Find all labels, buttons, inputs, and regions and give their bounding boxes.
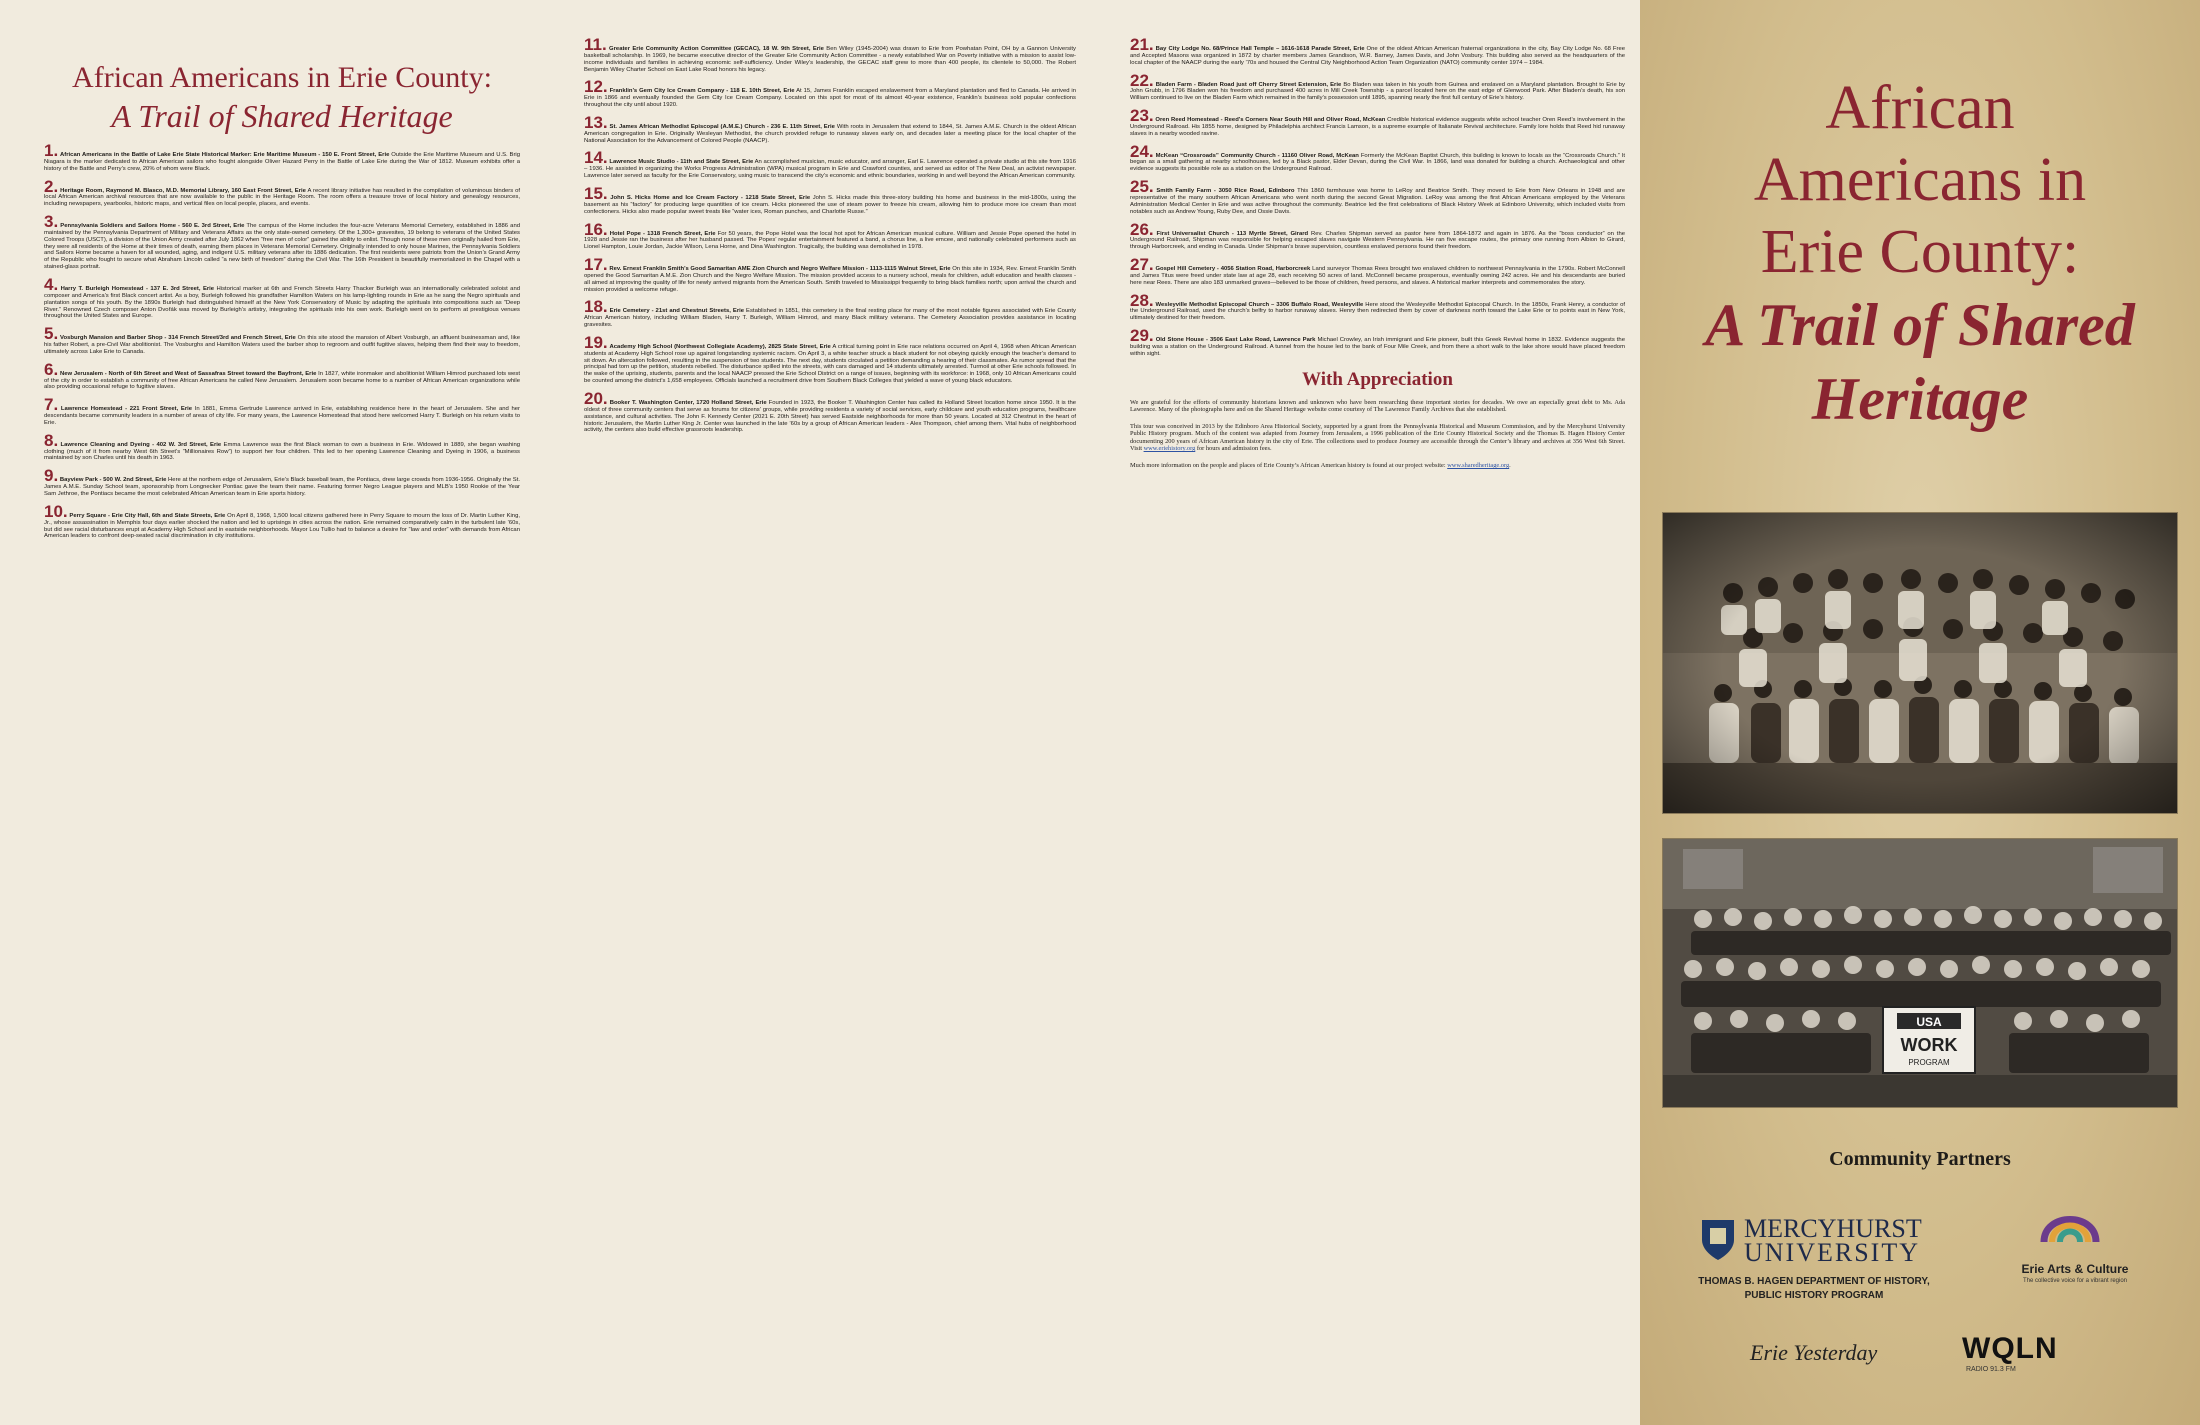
entry-number: 2. (44, 176, 59, 196)
trail-site-entry (584, 255, 1076, 293)
entry-body: Bo Bladen was taken in his youth from Guinea and enslaved on a Maryland plantation. Brought to Erie by John Grubb, in 1796 Bladen won his freedom and purchased 400 acres in Mill Creek Township - a parcel located here on the east edge of Glenwood Park. After Bladen’s death, his son William continued to live on the Bladen Farm which remained in the family’s possession until 1895, spanning nearly the first full century of Erie’s history. (1130, 81, 1625, 102)
entry-body: At 15, James Franklin escaped enslavement from a Maryland plantation and fled to Canada. He arrived in Erie in 1866 and eventually founded the Gem City Ice Cream Company. Located on this spot for most of its almost 40-year existence, Franklin’s business sold popular confections throughout the city until about 1920. (584, 88, 1077, 109)
entry-heading: Wesleyville Methodist Episcopal Church – 3306 Buffalo Road, Wesleyville (1155, 301, 1364, 308)
entry-heading: Bladen Farm - Bladen Road just off Cherry Street Extension, Erie (1155, 81, 1342, 88)
entry-heading: Harry T. Burleigh Homestead - 137 E. 3rd Street, Erie (60, 285, 215, 292)
entry-body: Emma Lawrence was the first Black woman to own a business in Erie. Widowed in 1889, she began washing clothing (much of it from nearby West 6th Street’s “Millionaires Row”) to support her four children. This led to her opening Lawrence Cleaning and Dyeing in 1906, a business maintained by son Charles until his death in 1963. (44, 441, 520, 462)
appreciation-paragraph-2 (1130, 423, 1625, 453)
trail-site-entry (1130, 326, 1625, 358)
entry-heading: Bayview Park - 500 W. 2nd Street, Erie (59, 477, 167, 484)
entry-body: Here stood the Wesleyville Methodist Episcopal Church. In the 1850s, Frank Henry, a conductor of the Underground Railroad, used the church’s belfry to harbor runaway slaves. Henry then redirected them by cover of darkness north toward the Lake Erie or to points east in New York, ultimately destined for their freedom. (1130, 301, 1625, 322)
entry-number: 15. (584, 183, 608, 203)
entry-body: Ben Wiley (1945-2004) was drawn to Erie from Powhatan Point, OH by a Gannon University basketball scholarship. In 1969, he became executive director of the Greater Erie Community Action Committee - a newly established War on Poverty initiative with a mission to assist low-income individuals and families in achieving economic self-sufficiency. Under Wiley’s leadership, the GECAC staff grew to more than 400 people, its clientele to 50,000. The Robert Benjamin Wiley Charter School on East Lake Road honors his legacy. (584, 46, 1076, 73)
trail-site-entry (44, 274, 520, 320)
trail-site-entry (1130, 255, 1625, 287)
entry-number: 21. (1130, 35, 1154, 54)
cover-title-line4: A Trail of Shared (1705, 292, 2135, 358)
entry-heading: John S. Hicks Home and Ice Cream Factory - 1218 State Street, Erie (610, 194, 811, 201)
entry-body: Formerly the McKean Baptist Church, this building is known to locals as the “Crossroads Church.” It began as a small gathering at nearby schoolhouses, led by a Black pastor, Elder Devan, during the Civil War. In 1866, land was donated for building a church. Archaeological and other evidence suggests its possible role as a station on the Underground Railroad. (1130, 152, 1625, 173)
trail-site-entry (44, 324, 520, 356)
trail-title-line2: A Trail of Shared Heritage (111, 98, 453, 134)
entry-number: 17. (584, 255, 608, 275)
historic-group-photo (1662, 512, 2178, 814)
trail-site-entry (584, 148, 1076, 180)
trail-site-entry (1130, 70, 1625, 103)
mercyhurst-logo (1698, 1210, 1930, 1320)
wqln-logo (1962, 1332, 2082, 1382)
sign-program-text: PROGRAM (1908, 1058, 1950, 1067)
appreciation-p3-end: . (1509, 461, 1511, 469)
entry-number: 18. (584, 297, 608, 317)
group-photo-illustration (1663, 513, 2178, 814)
entry-body: John S. Hicks made this three-story building his home and business in the mid-1800s, using the basement as his “factory” for producing large quantities of ice cream. Hicks pioneered the use of steam power to freeze his cream, allowing him to produce more ice cream than most confectioners. Hicks also made popular sweet treats like “water ices, Roman punches, and Charlotte Russe.” (584, 194, 1077, 215)
trail-site-entry (584, 219, 1076, 252)
entry-number: 12. (584, 77, 608, 97)
appreciation-paragraph-1: We are grateful for the efforts of community historians known and unknown who have been researching these important stories for decades. We owe an especially great debt to Ms. Ada Lawrence. Many of the photographs here and on the Shared Heritage website come courtesy of The Lawrence Family Archives that she established. (1130, 398, 1625, 414)
entry-number: 5. (44, 324, 59, 344)
trail-site-entry (44, 395, 521, 427)
entry-heading: Perry Square - Erie City Hall, 6th and State Streets, Erie (69, 512, 226, 519)
eriehistory-link[interactable]: www.eriehistory.org (1143, 445, 1196, 453)
entry-number: 6. (44, 359, 59, 379)
entry-heading: Heritage Room, Raymond M. Blasco, M.D. Memorial Library, 160 East Front Street, Erie (60, 187, 306, 194)
trail-site-entry (44, 141, 520, 173)
appreciation-title: With Appreciation (1302, 368, 1453, 390)
mercyhurst-dept-line1: THOMAS B. HAGEN DEPARTMENT OF HISTORY, (1698, 1276, 1930, 1287)
entry-body: The campus of the Home includes the four-acre Veterans Memorial Cemetery, established in 1886 and maintained by the Pennsylvania Department of Military and Veterans Affairs as the only state-owned cemetery. Of the 1,300+ gravesites, 19 belong to veterans of the United States Colored Troops (USCT), a division of the Union Army created after July 1862 when “free men of color” gained the ability to enlist. Though none of these men originally hailed from Erie, they were all residents of the Home at their times of death, earning them places in Veterans Memorial Cemetery. Originally intended to only house Marines, the Pennsylvania Soldiers and Sailors Home became a haven for all wounded, aging, and indigent U.S. military veterans after its 1886 dedication. The first residents were patriots from the Union’s Grand Army of the Republic who fought to secure what Abraham Lincoln called “a new birth of freedom” during the Civil War. The 16th President is beautifully memorialized in the Chapel with a stained-glass portrait. (44, 223, 520, 271)
erie-arts-tagline: The collective voice for a vibrant region (2022, 1278, 2128, 1284)
entry-heading: Oren Reed Homestead - Reed’s Corners Near South Hill and Oliver Road, McKean (1155, 117, 1386, 124)
entry-heading: Franklin’s Gem City Ice Cream Company - 118 E. 10th Street, Erie (609, 88, 795, 95)
entry-heading: Booker T. Washington Center, 1720 Holland Street, Erie (609, 400, 767, 406)
entry-number: 14. (584, 148, 608, 168)
entry-number: 20. (584, 389, 608, 408)
erie-arts-arc-icon (2040, 1192, 2100, 1248)
entry-body: A recent library initiative has resulted in the compilation of voluminous binders of local African American archival resources that are now available to the public in the Heritage Room. The room offers a treasure trove of local history and genealogy resources, including newspapers, yearbooks, historic maps, and vertical files on local people, places, and events. (44, 187, 521, 208)
entry-heading: First Universalist Church - 113 Myrtle Street, Girard (1156, 230, 1309, 237)
sharedheritage-link[interactable]: www.sharedheritage.org (1447, 461, 1510, 469)
class-photo-illustration (1663, 839, 2178, 1108)
usa-work-program-sign (1883, 1007, 1975, 1073)
trail-site-entry (44, 430, 520, 463)
trail-title (44, 60, 520, 136)
entry-heading: Smith Family Farm - 3050 Rice Road, Edinboro (1156, 188, 1295, 195)
entry-body: A critical turning point in Erie race relations occurred on April 4, 1968 when African American students at Academy High School rose up against longstanding systemic racism. On April 3, a white teacher struck a black student for not obeying quickly enough the teacher’s demand to sit down. An altercation followed, resulting in the suspension of two students. The next day, students circulated a petition demanding a hearing of their classmates. As rumor spread that the principal had torn up the petition, students rebelled. The disturbance spilled into the streets, with cars damaged and 14 students ultimately arrested. Turmoil at other Erie schools followed. In the wake of the uprising, students, parents and the local NAACP pressed the Erie School District on a range of issues, beginning with its workforce: in 1968, only 10 African Americans could be counted among the district’s 1,658 employees. Officials launched a recruitment drive from Southern Black Colleges that yielded a wave of young black educators. (584, 343, 1076, 385)
entry-body: Credible historical evidence suggests white school teacher Oren Reed’s involvement in the Underground Railroad. His 1855 home, designed by Philadelphia architect Francis Lamson, is a supreme example of Italianate Revival architecture. Family lore holds that Reed hid runaway slaves in a nearby wooded ravine. (1130, 117, 1625, 137)
trail-site-entry (1130, 106, 1625, 138)
cover-title-line1: African (1825, 74, 2015, 142)
entry-number: 22. (1130, 70, 1154, 90)
cover-title (1640, 72, 2200, 436)
entry-heading: McKean “Crossroads” Community Church - 11160 Oliver Road, McKean (1155, 152, 1359, 159)
entry-number: 1. (44, 141, 59, 160)
wqln-name: WQLN (1962, 1332, 2058, 1365)
entry-number: 8. (44, 430, 59, 450)
wqln-sub: RADIO 91.3 FM (1966, 1366, 2016, 1373)
entry-number: 7. (44, 395, 59, 415)
cover-title-line2: Americans in (1753, 146, 2087, 214)
entry-number: 16. (584, 219, 608, 239)
trail-site-entry (584, 297, 1076, 329)
entry-number: 4. (44, 274, 59, 294)
entry-heading: Gospel Hill Cemetery - 4056 Station Road, Harborcreek (1155, 266, 1311, 273)
entry-heading: Bay City Lodge No. 68/Prince Hall Temple – 1616-1618 Parade Street, Erie (1155, 46, 1365, 52)
entry-heading: Lawrence Homestead - 221 Front Street, Erie (60, 406, 193, 413)
column-1 (0, 0, 540, 1425)
entry-body: In 1881, Emma Gertrude Lawrence arrived in Erie, establishing residence here in the heart of Jerusalem. She and her descendants became community leaders in a number of areas of city life. For many years, the Lawrence Homestead that stood here welcomed Harry T. Burleigh on his return visits to Erie. (44, 406, 521, 426)
trail-site-entry (1130, 35, 1626, 67)
entry-body: Land surveyor Thomas Rees brought two enslaved children to northwest Pennsylvania in the 1790s. Robert McConnell and James Titus were freed under state law at age 28, each receiving 50 acres of land. McConnell became prosperous, eventually owning 242 acres. He and his descendants are buried here near Rees. There are also 183 unmarked graves—believed to be those of children, freed persons, and slaves. A historical marker interprets and commemorates the story. (1130, 266, 1625, 286)
mercyhurst-line2: UNIVERSITY (1744, 1238, 1920, 1267)
trail-site-entry (584, 112, 1077, 145)
entry-body: Rev. Charles Shipman served as pastor here from 1864-1872 and again in 1876. As the “boss conductor” on the Underground Railroad, Shipman was responsible for helping escaped slaves navigate Western Pennsylvania. He ran five escape routes, the primary one running from Albion to Girard, through Harborcreek, and ending in Canada. Under Shipman’s brave supervision, countless enslaved persons found their freedom. (1130, 230, 1625, 251)
entry-number: 13. (584, 112, 608, 132)
entry-body: With roots in Jerusalem that extend to 1844, St. James A.M.E. Church is the oldest African American congregation in Erie. Originally Wesleyan Methodist, the church provided refuge to runaway slaves early on, and decades later a meeting place for the local chapter of the National Association for the Advancement of Colored People (NAACP). (584, 123, 1077, 144)
sign-usa-text: USA (1916, 1015, 1942, 1029)
trail-site-entry (584, 389, 1076, 434)
entry-number: 11. (584, 35, 607, 54)
entry-heading: Lawrence Cleaning and Dyeing - 402 W. 3rd Street, Erie (60, 441, 222, 448)
appreciation-paragraph-3 (1130, 462, 1625, 470)
trail-title-line1: African Americans in Erie County: (72, 61, 492, 94)
entry-heading: Vosburgh Mansion and Barber Shop - 314 French Street/3rd and French Street, Erie (60, 335, 296, 342)
mercyhurst-shield-icon (1700, 1218, 1736, 1262)
trail-site-entry (44, 176, 521, 209)
sign-work-text: WORK (1900, 1035, 1958, 1055)
trail-site-entry (1130, 219, 1625, 252)
trail-site-entry (44, 359, 520, 392)
appreciation-p2-text: This tour was conceived in 2013 by the Edinboro Area Historical Society, supported by a grant from the Pennsylvania Historical and Museum Commission, and by the Mercyhurst University Public History program. Much of the content was adapted from Journey from Jerusalem, a 1996 publication of the Erie County Historical Society and the Thomas B. Hagen History Center documenting 200 years of African American history in the city of Erie. The collections used to produce Journey are accessible through the Center’s library and archives at 356 West 6th Street. Visit (1130, 422, 1625, 453)
trail-site-entry (584, 183, 1077, 216)
entries-list-3 (1130, 35, 1626, 358)
entry-body: Michael Crowley, an Irish immigrant and Erie pioneer, built this Greek Revival home in 1832. Evidence suggests the building was a station on the Underground Railroad. A tunnel from the house led to the bank of Four Mile Creek, and from there a short walk to the lake shore would have placed freedom within sight. (1130, 337, 1625, 357)
entry-body: On this site in 1934, Rev. Ernest Franklin Smith opened the Good Samaritan A.M.E. Zion Church and the Negro Welfare Mission. The mission provided access to a nursery school, meals for children, adult education and health classes - all aimed at improving the quality of life for newly arrived migrants from the American South. Smith traveled to Mississippi frequently to bring black families north; upon arrival the church and mission provided a welcome refuge. (584, 266, 1076, 293)
trail-site-entry (44, 212, 520, 271)
entry-heading: Lawrence Music Studio - 11th and State Street, Erie (609, 159, 754, 166)
entry-body: On April 8, 1968, 1,500 local citizens gathered here in Perry Square to mourn the loss of Dr. Martin Luther King, Jr., whose assassination in Memphis four days earlier shocked the nation and led to uprisings in cities across the nation. Erie remained comparatively calm in the turbulent late ’60s, but did see racial disturbances erupt at Academy High School and in eastside neighborhoods. Mayor Lou Tullio had to balance a desire for “law and order” with demands from African American leaders to confront deep-seated racial discrimination in city institutions. (44, 512, 520, 540)
column-3 (1110, 0, 1635, 1425)
entry-heading: Pennsylvania Soldiers and Sailors Home - 560 E. 3rd Street, Erie (60, 223, 245, 230)
erie-yesterday-logo: Erie Yesterday (1750, 1340, 1878, 1365)
trail-site-entry (1130, 141, 1625, 174)
mercyhurst-line1: MERCYHURST (1744, 1214, 1922, 1243)
entry-body: An accomplished musician, music educator, and arranger, Earl E. Lawrence operated a private studio at this site from 1916 – 1936. He assisted in organizing the Works Progress Administration (WPA) musical program in Erie and Crawford counties, and served as editor of The New Deal, an activist newspaper. Lawrence later served as faculty for the Erie Conservatory, using music to transcend the city’s economic and ethnic boundaries, working in and well beyond the African American community. (584, 159, 1076, 180)
entry-body: Here at the northern edge of Jerusalem, Erie’s Black baseball team, the Pontiacs, drew large crowds from 1936-1956. Originally the St. James A.M.E. Sunday School team, sponsorship from Longnecker Pontiac gave the team their name. Featuring former Negro League players and MLB’s 1950 Rookie of the Year Sam Jethroe, the Pontiacs became the most celebrated African American team in Erie sports history. (44, 477, 520, 497)
entry-number: 9. (44, 466, 59, 486)
entry-body: Historical marker at 6th and French Streets Harry Thacker Burleigh was an internationally celebrated soloist and composer and America’s first Black concert artist. As a boy, Burleigh followed his grandfather Hamilton Waters on his lamp-lighting rounds in Erie as he sang the Negro spirituals and plantation songs of his youth. By the 1890s Burleigh had distinguished himself at the New York Conservatory of Music by adapting the spirituals into compositions such as “Deep River.” Renowned Czech composer Anton Dvořák was moved by Burleigh’s artistry, integrating the spirituals into his own work. Burleigh went on to perform at prestigious venues throughout the United States and Europe. (44, 285, 520, 320)
mercyhurst-dept-line2: PUBLIC HISTORY PROGRAM (1744, 1290, 1884, 1301)
entry-body: On this site stood the mansion of Albert Vosburgh, an affluent businessman and, like his father Robert, a pre-Civil War abolitionist. The Vosburghs and Hamilton Waters used the barber shop to regroom and outfit fugitive slaves, helping them find their way to freedom, ultimately across Lake Erie to Canada. (44, 335, 520, 355)
entry-body: Established in 1851, this cemetery is the final resting place for many of the most notable figures associated with Erie County African American history, including William Bladen, Harry T. Burleigh, William Himrod, and many Black military veterans. The Cemetery Association provides assistance in locating gravesites. (584, 308, 1076, 329)
entry-heading: Hotel Pope - 1318 French Street, Erie (609, 230, 716, 237)
entry-body: Outside the Erie Maritime Museum and U.S. Brig Niagara is the marker dedicated to African American sailors who fought alongside Oliver Hazard Perry in the Battle of Lake Erie during the War of 1812. Museum exhibits offer a history of the Battle and Perry’s crew, 20% of whom were Black. (44, 152, 520, 172)
appreciation-p3-text: Much more information on the people and places of Erie County’s African American history is found at our project website: (1130, 461, 1448, 469)
entry-heading: St. James African Methodist Episcopal (A.M.E.) Church - 236 E. 11th Street, Erie (609, 123, 835, 130)
erie-arts-logo (2000, 1192, 2150, 1302)
cover-title-line3: Erie County: (1760, 218, 2080, 286)
trail-site-entry (1130, 177, 1626, 215)
entries-list-1 (44, 141, 521, 540)
entry-number: 10. (44, 501, 68, 521)
trail-site-entry (44, 466, 520, 498)
entry-heading: Erie Cemetery - 21st and Chestnut Streets, Erie (609, 308, 745, 315)
entry-body: One of the oldest African American fraternal organizations in the city, Bay City Lodge No. 68 Free and Accepted Masons was organized in 1872 by charter members James Grandison, W.R. Barney, James Davis, and John Vosbury. This building also served as the headquarters of the local chapter of the NAACP during the early ’70s and housed the Central City Neighborhood Action Team Organization (NATO) community center 1974 – 1984. (1130, 46, 1626, 66)
entry-body: Founded in 1923, the Booker T. Washington Center has called its Holland Street location home since 1950. It is the oldest of three community centers that serve as forums for citizens’ groups, while providing residents a variety of social services, early childcare and youth education programs, healthcare assistance, and cultural activities. The John F. Kennedy Center (2021 E. 20th Street) has served Eastside neighborhoods for more than 50 years. Located at 312 Chestnut in the heart of historic Jerusalem, the Martin Luther King Jr. Center was launched in the late ’60s by a group of African American leaders - Alex Thompson, chief among them. Vital hubs of neighborhood activity, the centers also build effective grassroots leadership. (584, 400, 1076, 434)
wpa-music-class-photo (1662, 838, 2178, 1108)
entry-heading: Academy High School (Northwest Collegiate Academy), 2825 State Street, Erie (609, 343, 831, 350)
entry-body: For 50 years, the Pope Hotel was the local hot spot for African American musical culture. William and Jessie Pope opened the hotel in 1928 and Jessie ran the business after her husband passed. The Popes’ regular entertainment featured a band, a chorus line, a live emcee, and nationally celebrated performers such as Lionel Hampton, Louie Jordan, Jackie Wilson, Lena Horne, and Dina Washington. Tragically, the building was demolished in 1978. (584, 230, 1076, 251)
entry-number: 27. (1130, 255, 1154, 275)
entry-number: 23. (1130, 106, 1154, 126)
appreciation-p2-end: for hours and admission fees. (1195, 445, 1272, 453)
entry-body: In 1827, white ironmaker and abolitionist William Himrod purchased lots west of the city in order to establish a community of free African Americans he called New Jerusalem. Jerusalem soon became home to a number of African American organizations while also providing occasional refuge to fugitive slaves. (44, 370, 520, 391)
entry-heading: African Americans in the Battle of Lake Erie State Historical Marker: Erie Maritime Museum - 150 E. Front Street, Erie (60, 152, 390, 158)
entry-heading: Greater Erie Community Action Committee (GECAC), 18 W. 9th Street, Erie (609, 46, 824, 52)
entry-number: 3. (44, 212, 59, 232)
entry-heading: Rev. Ernest Franklin Smith’s Good Samaritan AME Zion Church and Negro Welfare Mission - 1113-1115 Walnut Street, Erie (609, 266, 951, 273)
entry-number: 26. (1130, 219, 1154, 239)
column-2 (560, 0, 1090, 1425)
entry-heading: Old Stone House - 3506 East Lake Road, Lawrence Park (1155, 337, 1316, 344)
entries-list-2 (584, 35, 1077, 434)
entry-number: 29. (1130, 326, 1154, 346)
community-partners-title: Community Partners (1829, 1148, 2011, 1170)
entry-number: 28. (1130, 290, 1154, 310)
trail-site-entry (44, 501, 520, 540)
entry-number: 25. (1130, 177, 1154, 197)
cover-panel (1640, 0, 2200, 1425)
entry-heading: New Jerusalem - North of 6th Street and West of Sassafras Street toward the Bayfront, Erie (59, 370, 317, 377)
erie-arts-name: Erie Arts & Culture (2021, 1262, 2129, 1276)
cover-title-line5: Heritage (1811, 366, 2029, 432)
entry-number: 24. (1130, 141, 1154, 161)
appreciation-section (1130, 369, 1625, 470)
trail-site-entry (584, 35, 1076, 73)
trail-site-entry (584, 332, 1076, 385)
entry-body: This 1860 farmhouse was home to LeRoy and Beatrice Smith. They moved to Erie from New Orleans in 1948 and are representative of the many southern African Americans who went north during the second Great Migration. LeRoy was among the first African Americans employed by the Veterans Administration Medical Center in Erie and was active throughout the community. Beatrice led the first celebrations of Black History Week at Edinboro University, which included visits from notables such as Andrew Young, Ruby Dee, and Ossie Davis. (1130, 188, 1626, 215)
trail-site-entry (584, 77, 1077, 109)
entry-number: 19. (584, 332, 608, 352)
trail-site-entry (1130, 290, 1625, 323)
